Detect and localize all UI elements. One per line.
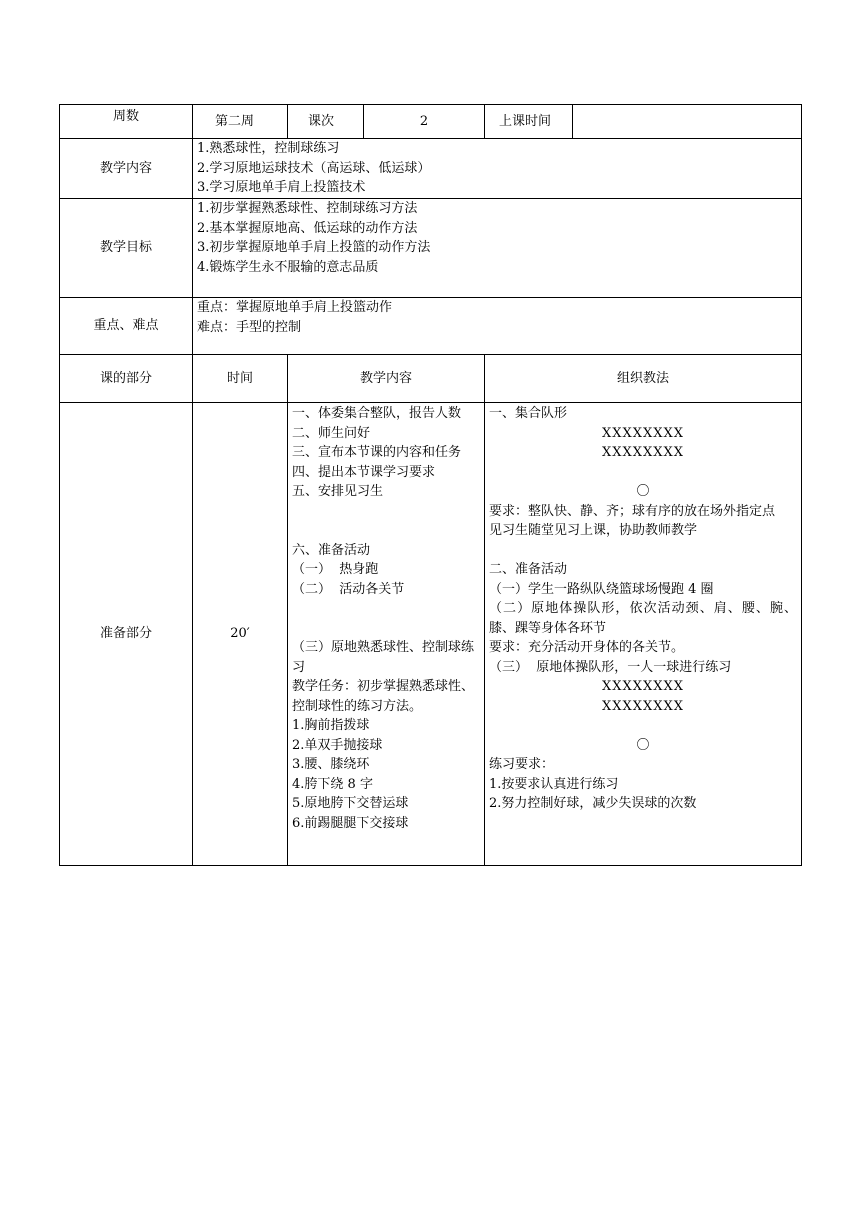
- column-time: 时间: [193, 355, 288, 403]
- assembly-requirement: 要求：整队快、静、齐；球有序的放在场外指定点: [489, 503, 776, 519]
- observer-note: 见习生随堂见习上课，协助教师教学: [489, 523, 698, 538]
- warmup-title: 六、准备活动: [292, 542, 371, 558]
- week-value: 第二周: [193, 105, 288, 139]
- ball-practice-title: （三）原地熟悉球性、控制球练习: [292, 640, 475, 675]
- key-points-label: 重点、难点: [60, 298, 193, 355]
- lesson-label: 课次: [288, 105, 364, 139]
- content-item: 1.熟悉球性，控制球练习: [197, 141, 340, 156]
- goal-item: 4.锻炼学生永不服输的意志品质: [197, 259, 379, 275]
- prep-row: [60, 403, 802, 866]
- key-point-item: 重点：掌握原地单手肩上投篮动作: [197, 300, 393, 315]
- method-ball-title: （三） 原地体操队形，一人一球进行练习: [489, 659, 732, 675]
- practice-requirement-item: 2.努力控制好球，减少失误球的次数: [489, 796, 697, 811]
- warmup-item: （二） 活动各关节: [292, 581, 405, 597]
- goal-item: 1.初步掌握熟悉球性、控制球练习方法: [197, 201, 418, 216]
- content-cell: [193, 139, 802, 199]
- column-content: 教学内容: [288, 355, 485, 403]
- assembly-title: 一、集合队形: [489, 406, 568, 421]
- prep-content-cell: [288, 403, 485, 866]
- teacher-mark: 〇: [636, 484, 650, 499]
- key-points-cell: [193, 298, 802, 355]
- warmup-item: （一） 热身跑: [292, 562, 379, 577]
- content-label: 教学内容: [60, 139, 193, 199]
- week-label: 周数: [60, 105, 193, 139]
- ball-practice-item: 2.单双手抛接球: [292, 737, 383, 753]
- goals-row: [60, 199, 802, 298]
- goal-item: 3.初步掌握原地单手肩上投篮的动作方法: [197, 240, 431, 255]
- practice-row: XXXXXXXX: [601, 698, 685, 714]
- routine-item: 五、安排见习生: [292, 484, 384, 499]
- teacher-mark: 〇: [636, 737, 650, 753]
- class-time-label: 上课时间: [485, 105, 573, 139]
- prep-part: 准备部分: [60, 403, 193, 866]
- formation-row: XXXXXXXX: [601, 425, 685, 441]
- goal-item: 2.基本掌握原地高、低运球的动作方法: [197, 220, 418, 236]
- goals-cell: [193, 199, 802, 298]
- routine-item: 三、宣布本节课的内容和任务: [292, 445, 462, 460]
- ball-practice-item: 1.胸前指拨球: [292, 718, 370, 733]
- warmup-requirement: 要求：充分活动开身体的各关节。: [489, 640, 685, 655]
- content-item: 3.学习原地单手肩上投篮技术: [197, 180, 366, 195]
- ball-practice-item: 5.原地胯下交替运球: [292, 796, 409, 811]
- header-row: [60, 105, 802, 139]
- formation-row: XXXXXXXX: [601, 445, 685, 460]
- key-point-item: 难点：手型的控制: [197, 319, 302, 335]
- lesson-value: 2: [364, 105, 485, 139]
- method-warmup-title: 二、准备活动: [489, 562, 568, 577]
- prep-method-cell: [485, 403, 802, 866]
- ball-practice-item: 4.胯下绕 8 字: [292, 776, 373, 792]
- warmup-gym: （二）原地体操队形，依次活动颈、肩、腰、腕、膝、踝等身体各环节: [489, 601, 797, 636]
- key-points-row: [60, 298, 802, 355]
- ball-practice-item: 3.腰、膝绕环: [292, 757, 370, 772]
- practice-requirement-title: 练习要求：: [489, 757, 555, 772]
- routine-item: 四、提出本节课学习要求: [292, 464, 436, 480]
- ball-practice-task: 教学任务：初步掌握熟悉球性、控制球性的练习方法。: [292, 679, 475, 714]
- class-time-value: [573, 105, 802, 139]
- column-method: 组织教法: [485, 355, 802, 403]
- ball-practice-item: 6.前踢腿腿下交接球: [292, 815, 409, 831]
- lesson-plan-table: [59, 104, 802, 866]
- routine-item: 一、体委集合整队，报告人数: [292, 406, 462, 421]
- practice-row: XXXXXXXX: [601, 679, 685, 694]
- column-header-row: [60, 355, 802, 403]
- lesson-plan-page: [59, 104, 801, 866]
- column-part: 课的部分: [60, 355, 193, 403]
- routine-item: 二、师生问好: [292, 425, 371, 441]
- content-row: [60, 139, 802, 199]
- prep-time: 20′: [193, 403, 288, 866]
- practice-requirement-item: 1.按要求认真进行练习: [489, 776, 619, 792]
- content-item: 2.学习原地运球技术（高运球、低运球）: [197, 160, 431, 176]
- goals-label: 教学目标: [60, 199, 193, 298]
- warmup-run: （一）学生一路纵队绕篮球场慢跑 4 圈: [489, 581, 714, 597]
